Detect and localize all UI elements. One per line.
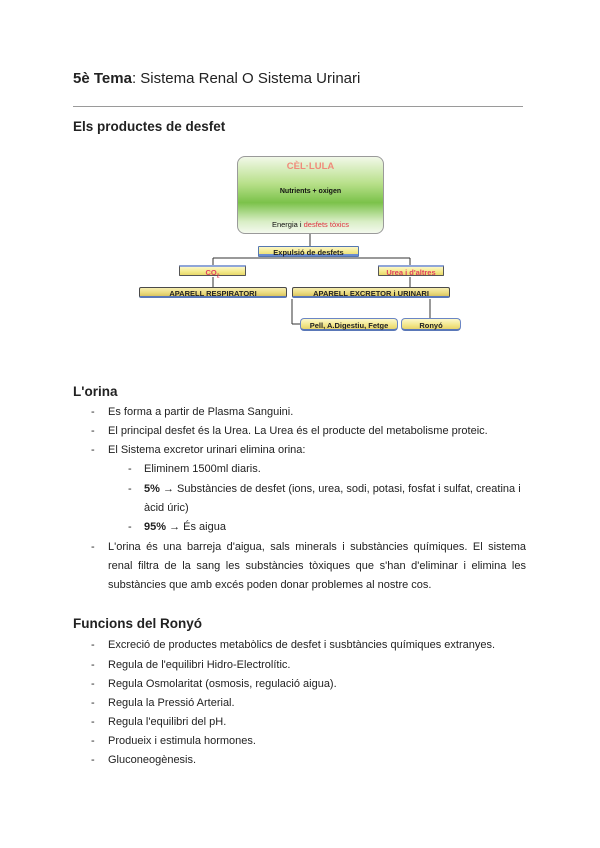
cell-title: CÈL·LULA (286, 161, 335, 172)
percent-95: 95% (144, 521, 167, 533)
list-item: El principal desfet és la Urea. La Urea és el producte del metabolisme proteic. (108, 425, 488, 437)
section-heading-orina: L'orina (73, 384, 118, 399)
cell-nutrients: Nutrients + oxigen (279, 188, 342, 195)
section-heading-productes: Els productes de desfet (73, 119, 226, 134)
bullet-dash: - (91, 754, 95, 766)
bullet-dash: - (91, 735, 95, 747)
sublist-text: → Substàncies de desfet (ions, urea, sodi, potasi, fosfat i sulfat, creatina i (159, 483, 521, 495)
bullet-dash: - (128, 463, 132, 475)
pell-box: Pell, A.Digestiu, Fetge (300, 318, 398, 331)
bullet-dash: - (91, 639, 95, 651)
co2-label: CO (205, 268, 217, 277)
list-item: Produeix i estimula hormones. (108, 735, 256, 747)
bullet-dash: - (91, 716, 95, 728)
title-bold: 5è Tema (73, 70, 132, 87)
paragraph-line: substàncies que amb excés poden donar problemes al nostre cos. (108, 579, 432, 591)
list-item: Regula l'equilibri del pH. (108, 716, 227, 728)
percent-5: 5% (144, 483, 160, 495)
urea-box: Urea i d'altres (378, 265, 444, 276)
cell-energy-toxic: desfets tòxics (303, 220, 350, 229)
aparell-excretor-box: APARELL EXCRETOR i URINARI (292, 287, 450, 298)
list-item: Regula la Pressió Arterial. (108, 697, 235, 709)
co2-subscript: 2 (216, 273, 220, 280)
aparell-respiratori-box: APARELL RESPIRATORI (139, 287, 287, 298)
ronyo-box: Ronyó (401, 318, 461, 331)
list-item: El Sistema excretor urinari elimina orina: (108, 444, 306, 456)
expulsio-box: Expulsió de desfets (258, 246, 359, 257)
title-rest: : Sistema Renal O Sistema Urinari (131, 70, 361, 87)
paragraph-line: renal filtra de la sang les substàncies tòxiques que s'han d'eliminar i elimina les (108, 560, 526, 572)
bullet-dash: - (91, 697, 95, 709)
list-item: Regula de l'equilibri Hidro-Electrolític. (108, 659, 291, 671)
bullet-dash: - (128, 483, 132, 495)
cell-energy (238, 220, 383, 229)
bullet-dash: - (91, 678, 95, 690)
section-heading-funcions: Funcions del Ronyó (73, 616, 203, 631)
sublist-item-continuation: àcid úric) (144, 502, 189, 514)
sublist-text: → És aigua (166, 521, 226, 533)
list-item: Gluconeogènesis. (108, 754, 197, 766)
list-item: Es forma a partir de Plasma Sanguini. (108, 406, 294, 418)
bullet-dash: - (91, 425, 95, 437)
list-item: Excreció de productes metabòlics de desfet i susbtàncies químiques extranyes. (108, 639, 496, 651)
sublist-item: Eliminem 1500ml diaris. (144, 463, 261, 475)
co2-box (179, 265, 246, 280)
bullet-dash: - (128, 521, 132, 533)
paragraph-line: L'orina és una barreja d'aigua, sals minerals i substàncies químiques. El sistema (108, 541, 526, 553)
bullet-dash: - (91, 444, 95, 456)
sublist-item (144, 482, 521, 496)
bullet-dash: - (91, 541, 95, 553)
cell-energy-prefix: Energia i (271, 220, 304, 229)
bullet-dash: - (91, 406, 95, 418)
list-item: Regula Osmolaritat (osmosis, regulació aigua). (108, 678, 337, 690)
cell-box (237, 156, 384, 234)
bullet-dash: - (91, 659, 95, 671)
sublist-item (144, 520, 226, 534)
